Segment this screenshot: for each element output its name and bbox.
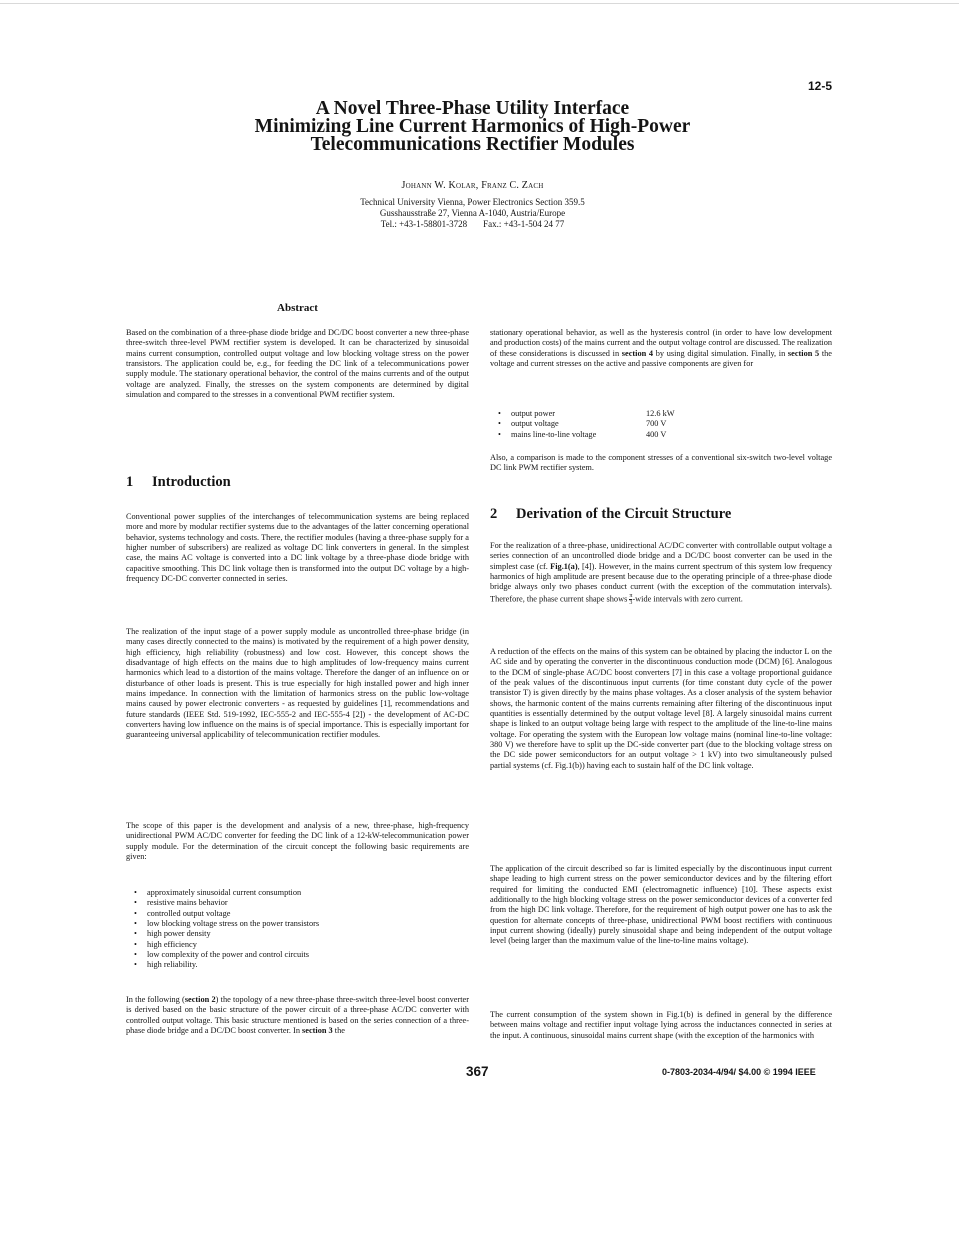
section-ref: section 5	[787, 348, 820, 358]
section-heading-derivation	[490, 506, 731, 523]
section-title: Introduction	[152, 474, 231, 490]
affiliation-line: Gusshausstraße 27, Vienna A-1040, Austria/Europe	[379, 208, 566, 218]
paragraph: The realization of the input stage of a power supply module as uncontrolled three-phase bridge (in many cases directly connected to the mains) is motivated by the requirement of a high power density, high efficiency, high reliability (robustness) and low cost. However, this concept shows the disadvantage of high effects on the mains due to high amplitudes of low-frequency mains current harmonics which lead to a distortion of the mains voltage. Therefore the danger of an influence on or disturbance of other loads is present. This is true especially for high installed power and high inner mains impedance. In connection with the limitation of harmonics stress on the public low-voltage mains caused by power electronic converters - as requested by guidelines [1], recommendations and future standards (IEEE Std. 519-1992, IEC-555-2 and IEC-555-4 [2]) - the development of AC-DC converters having low influence on the mains is of special importance. This is especially important for guaranteeing universal applicability of telecommunication rectifier modules.	[126, 627, 469, 740]
param-item	[490, 409, 832, 419]
list-item: • controlled output voltage	[126, 909, 469, 919]
paragraph: Conventional power supplies of the interchanges of telecommunication systems are being replaced more and more by modular rectifier systems due to the advantages of the latter concerning operational behavior, systems technology and costs. There, the rectifier modules (having a three-phase supply for a higher number of subscribers) are realized as voltage DC link converters in general. In the simplest case, the mains AC voltage is converted into a DC link voltage by a three-phase diode bridge with capacitive smoothing. This DC link voltage then is transformed into the output DC voltage by a high-frequency DC-DC converter connected in series.	[126, 512, 469, 584]
text-run: ) the topology of a new three-phase three-switch three-level boost converter is derived based on the basic structure of the power circuit of a three-phase AC/DC converter with controlled output voltage. This basic structure mentioned is based on the series connection of a three-phase diode bridge and a DC/DC boost converter. In	[126, 995, 469, 1036]
text-run: For the realization of a three-phase, unidirectional AC/DC converter with controllable output voltage a series connection of an uncontrolled diode bridge and a DC/DC boost converter can be used in the simplest case (cf.	[490, 541, 832, 571]
param-name: output power	[511, 409, 556, 418]
paragraph: The application of the circuit described so far is limited especially by the discontinuous input current shape leading to high current stress on the power semiconductor devices and by the filtering effort required for limiting the conducted EMI (electromagnetic influence) [10]. These aspects exist additionally to the high blocking voltage stress on the power semiconductor devices of a converter fed from the high DC link voltage. Therefore, for the requirement of high output power one has to ask the question for alternate concepts of three-phase, unidirectional PWM boost rectifiers with continuous input current showing (ideally) purely sinusoidal shape and being independent of the output voltage level (being larger than the maximum value of the line-to-line mains voltage).	[490, 864, 832, 946]
abstract-continuation	[490, 328, 832, 369]
list-item: • high efficiency	[126, 940, 469, 950]
telephone: Tel.: +43-1-58801-3728	[380, 219, 468, 229]
params-list-wrap	[490, 409, 832, 440]
text-run: the	[332, 1026, 345, 1036]
title-line: A Novel Three-Phase Utility Interface	[315, 98, 630, 119]
fax: Fax.: +43-1-504 24 77	[483, 219, 565, 229]
contact-line	[180, 219, 765, 230]
text-run: In the following (	[126, 995, 185, 1004]
abstract-body	[126, 328, 469, 400]
paragraph	[126, 995, 469, 1036]
param-value: 700 V	[646, 419, 667, 429]
derivation-p4	[490, 1010, 832, 1041]
derivation-p1	[490, 541, 832, 606]
list-item: • high reliability.	[126, 960, 469, 970]
text-run: -wide intervals with zero current.	[632, 594, 743, 604]
requirements-list-wrap	[126, 888, 469, 971]
param-value: 12.6 kW	[646, 409, 675, 418]
authors: Johann W. Kolar, Franz C. Zach	[401, 180, 544, 191]
list-item: • high power density	[126, 929, 469, 939]
list-item: • low blocking voltage stress on the power transistors	[126, 919, 469, 929]
paragraph: The scope of this paper is the development and analysis of a new, three-phase, high-frequency unidirectional PWM AC/DC converter for feeding the DC link of a 12-kW-telecommunication power supply module. For the determination of the circuit concept the following basic requirements are given:	[126, 821, 469, 862]
comparison-paragraph	[490, 453, 832, 474]
text-run: the voltage and current stresses on the active and passive components are given for	[490, 348, 832, 369]
derivation-p2	[490, 647, 832, 771]
text-run: , [4]). However, in the mains current spectrum of this system low frequency harmonics of high amplitude are present because due to the operating principle of a three-phase diode bridge always only two phases conduct current (with the exception of the commutation intervals). Therefore, the phase current shape shows	[490, 561, 832, 604]
requirements-list	[126, 888, 469, 971]
page-number: 367	[466, 1064, 489, 1079]
introduction-p1	[126, 512, 469, 584]
title-line: Telecommunications Rectifier Modules	[310, 134, 635, 155]
list-item: • approximately sinusoidal current consumption	[126, 888, 469, 898]
derivation-p3	[490, 864, 832, 947]
paragraph: The current consumption of the system shown in Fig.1(b) is defined in general by the difference between mains voltage and rectifier input voltage lying across the inductances connected in series at the input. A continuous, sinusoidal mains current shape (with the exception of the harmonics with	[490, 1010, 832, 1040]
abstract-heading: Abstract	[277, 302, 318, 314]
section-number: 1	[126, 474, 134, 490]
section-number: 2	[490, 506, 498, 522]
introduction-p2	[126, 627, 469, 741]
params-list	[490, 409, 832, 440]
paragraph	[490, 328, 832, 369]
section-ref: section 3	[302, 1026, 333, 1036]
param-name: output voltage	[511, 419, 559, 429]
param-value: 400 V	[646, 429, 667, 439]
abstract-text: Based on the combination of a three-phase diode bridge and DC/DC boost converter a new three-phase three-switch three-level PWM rectifier system is developed. It can be characterized by sinusoidal mains current consumption, controlled output voltage and low blocking voltage stress on the power transistors. The application could be, e.g., for feeding the DC link of a telecommunications power supply module. The stationary operational behavior, the control of the mains currents and of the output voltage are analyzed. Finally, the stresses on the system components are determined by digital simulation and compared to the stresses in a conventional PWM rectifier system.	[126, 328, 469, 400]
param-item	[490, 430, 832, 440]
param-name: mains line-to-line voltage	[511, 429, 597, 439]
copyright-line: 0-7803-2034-4/94/ $4.00 © 1994 IEEE	[662, 1067, 816, 1077]
introduction-p4	[126, 995, 469, 1036]
fraction-numerator: π	[629, 592, 633, 599]
paragraph: A reduction of the effects on the mains of this system can be obtained by placing the inductor L on the AC side and by operating the converter in the discontinuous conduction mode (DCM) [6]. Analogous to the DCM of single-phase AC/DC boost converters [7] in this case a voltage proportional guidance of the peak values of the discontinuous input currents (for time constant duty cycle of the power transistor T) is given directly by the mains phase voltages. As a closer analysis of the system behavior shows, the harmonic content of the mains currents remaining after filtering of the discontinuous input quantities is essentially determined by the output voltage level [8]. A largely sinusoidal mains current shape is linked to an output voltage being large with respect to the amplitude of the line-to-line mains voltage. For operating the system with the European low voltage mains (nominal line-to-line voltage: 380 V) we therefore have to split up the DC-side converter part (due to the blocking voltage stress on the DC side power semiconductors for an output voltage > 1 kV) into two simultaneously pulsed partial systems (cf. Fig.1(b)) having each to sustain half of the DC link voltage.	[490, 647, 832, 770]
title-line: Minimizing Line Current Harmonics of High-Power	[254, 116, 691, 137]
list-item: • resistive mains behavior	[126, 898, 469, 908]
list-item: • low complexity of the power and control circuits	[126, 950, 469, 960]
affiliation-line: Technical University Vienna, Power Electronics Section 359.5	[360, 197, 585, 207]
top-rule	[0, 3, 959, 4]
figure-ref: Fig.1(a)	[550, 561, 578, 571]
section-title: Derivation of the Circuit Structure	[516, 506, 732, 522]
paragraph: Also, a comparison is made to the component stresses of a conventional six-switch two-level voltage DC link PWM rectifier system.	[490, 453, 832, 473]
paragraph	[490, 541, 832, 606]
section-ref: section 4	[621, 348, 654, 358]
fraction-denominator: 3	[629, 599, 633, 606]
text-run: stationary operational behavior, as well as the hysteresis control (in order to have low development and production costs) of the mains current and the output voltage control are discussed. The realization of these considerations is discussed in	[490, 328, 832, 358]
section-heading-introduction	[126, 474, 231, 491]
session-label: 12-5	[807, 79, 832, 93]
section-ref: section 2	[184, 995, 216, 1004]
introduction-p3	[126, 821, 469, 862]
param-item	[490, 419, 832, 429]
affiliation	[180, 197, 765, 230]
paper-title	[180, 100, 765, 154]
text-run: by using digital simulation. Finally, in	[653, 348, 788, 358]
